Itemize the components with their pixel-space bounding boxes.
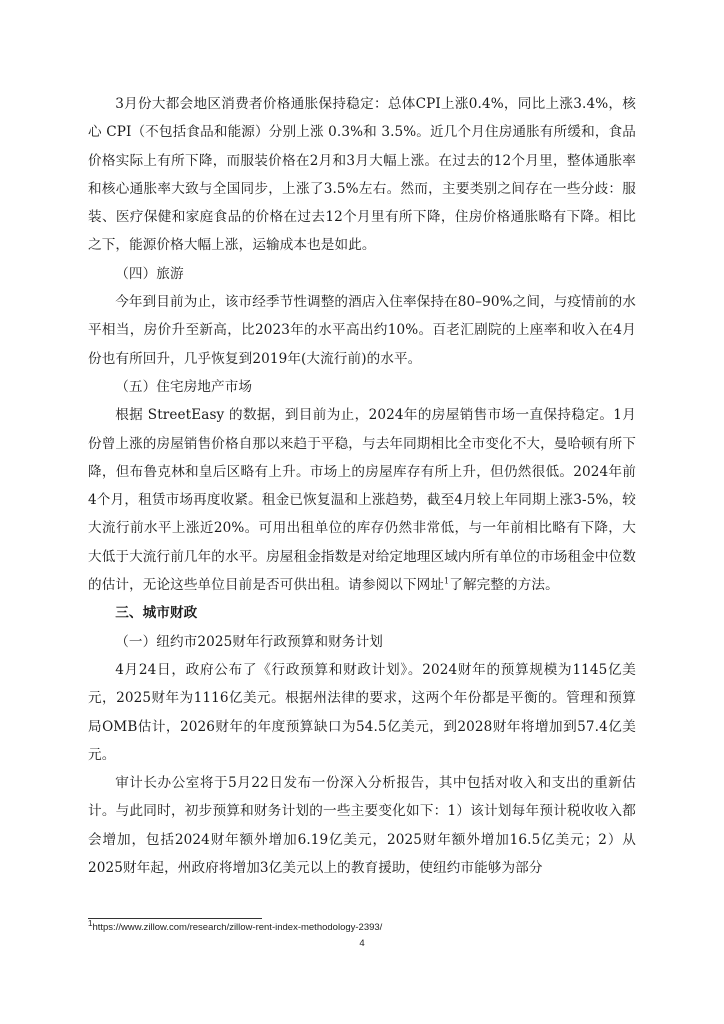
paragraph-audit: 审计长办公室将于5月22日发布一份深入分析报告，其中包括对收入和支出的重新估计。与此同时，初步预算和财务计划的一些主要变化如下：1）该计划每年预计税收收入都会增加，包括2024财年额外增加6.19亿美元，2025财年额外增加16.5亿美元；2）从2025财年起，州政府将增加3亿美元以上的教育援助，使纽约市能够为部分 (88, 775, 636, 877)
heading-housing: （五）住宅房地产市场 (115, 378, 253, 395)
housing-text: 根据 StreetEasy 的数据，到目前为止，2024年的房屋销售市场一直保持稳定。1月份曾上涨的房屋销售价格自那以来趋于平稳，与去年同期相比全市变化不大，曼哈顿有所下降，但布鲁克林和皇后区略有上升。市场上的房屋库存有所上升，但仍然很低。2024年前4个月，租赁市场再度收紧。租金已恢复温和上涨趋势，截至4月较上年同期上涨3-5%，较大流行前水平上涨近20%。可用出租单位的库存仍然非常低，与一年前相比略有下降，大大低于大流行前几年的水平。房屋租金指数是对给定地理区域内所有单位的市场租金中位数的估计，无论这些单位目前是否可供出租。请参阅以下网址 (88, 407, 636, 594)
heading-budget: （一）纽约市2025财年行政预算和财务计划 (115, 633, 383, 650)
footnote-marker: 1 (88, 918, 93, 928)
paragraph-budget: 4月24日，政府公布了《行政预算和财政计划》。2024财年的预算规模为1145亿美元，2025财年为1116亿美元。根据州法律的要求，这两个年份都是平衡的。管理和预算局OMB估计，2026财年的年度预算缺口为54.5亿美元，到2028财年将增加到57.4亿美元。 (88, 661, 636, 763)
footnote (88, 918, 383, 933)
heading-tourism: （四）旅游 (115, 265, 184, 282)
page-number: 4 (359, 938, 365, 949)
paragraph-tourism: 今年到目前为止，该市经季节性调整的酒店入住率保持在80–90%之间，与疫情前的水平相当，房价升至新高，比2023年的水平高出约10%。百老汇剧院的上座率和收入在4月份也有所回升，几乎恢复到2019年(大流行前)的水平。 (88, 294, 636, 367)
housing-text-end: 了解完整的方法。 (449, 577, 559, 594)
footnote-divider (88, 918, 262, 919)
paragraph-cpi: 3月份大都会地区消费者价格通胀保持稳定：总体CPI上涨0.4%，同比上涨3.4%，核心 CPI（不包括食品和能源）分别上涨 0.3%和 3.5%。近几个月住房通胀有所缓和，食品价格实际上有所下降，而服装价格在2月和3月大幅上涨。在过去的12个月里，整体通胀率和核心通胀率大致与全国同步，上涨了3.5%左右。然而，主要类别之间存在一些分歧：服装、医疗保健和家庭食品的价格在过去12个月里有所下降，住房价格通胀略有下降。相比之下，能源价格大幅上涨，运输成本也是如此。 (88, 96, 636, 254)
page-body (88, 90, 636, 882)
footnote-reference[interactable]: 1 (444, 576, 450, 586)
heading-city-finance: 三、城市财政 (115, 605, 198, 622)
paragraph-housing (88, 401, 636, 599)
footnote-url[interactable]: https://www.zillow.com/research/zillow-rent-index-methodology-2393/ (92, 922, 383, 933)
